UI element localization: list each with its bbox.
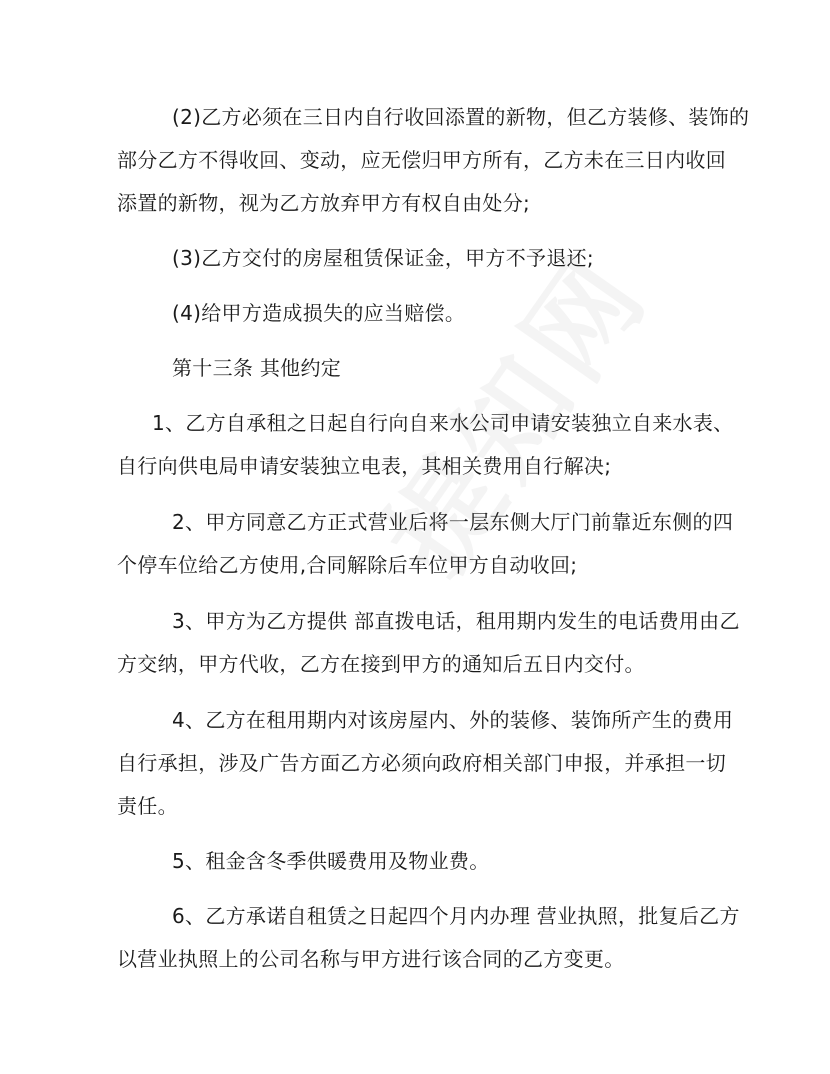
text-line: (2)乙方必须在三日内自行收回添置的新物，但乙方装修、装饰的 xyxy=(172,105,750,129)
watermark xyxy=(342,216,678,602)
text-line: 自行承担，涉及广告方面乙方必须向政府相关部门申报，并承担一切 xyxy=(117,751,726,775)
article-heading: 第十三条 其他约定 xyxy=(172,356,342,380)
text-line: 部分乙方不得收回、变动，应无偿归甲方所有，乙方未在三日内收回 xyxy=(117,148,726,172)
clause-4: (4)给甲方造成损失的应当赔偿。 xyxy=(172,301,466,325)
text-line: 2、甲方同意乙方正式营业后将一层东侧大厅门前靠近东侧的四 xyxy=(172,510,734,534)
text-line: 添置的新物，视为乙方放弃甲方有权自由处分; xyxy=(117,191,531,215)
text-line: 6、乙方承诺自租赁之日起四个月内办理 营业执照，批复后乙方 xyxy=(172,904,740,928)
clause-3: (3)乙方交付的房屋租赁保证金，甲方不予退还; xyxy=(172,246,594,270)
item-5: 5、租金含冬季供暖费用及物业费。 xyxy=(172,849,490,873)
text-line: 自行向供电局申请安装独立电表，其相关费用自行解决; xyxy=(117,454,612,478)
text-line: 个停车位给乙方使用,合同解除后车位甲方自动收回; xyxy=(117,553,578,577)
text-line: 以营业执照上的公司名称与甲方进行该合同的乙方变更。 xyxy=(117,947,625,971)
text-line: 3、甲方为乙方提供 部直拨电话，租用期内发生的电话费用由乙 xyxy=(172,609,740,633)
text-line: 4、乙方在租用期内对该房屋内、外的装修、装饰所产生的费用 xyxy=(172,708,734,732)
text-line: 1、乙方自承租之日起自行向自来水公司申请安装独立自来水表、 xyxy=(152,411,734,435)
text-line: 责任。 xyxy=(117,794,178,818)
text-line: 方交纳，甲方代收，乙方在接到甲方的通知后五日内交付。 xyxy=(117,652,645,676)
